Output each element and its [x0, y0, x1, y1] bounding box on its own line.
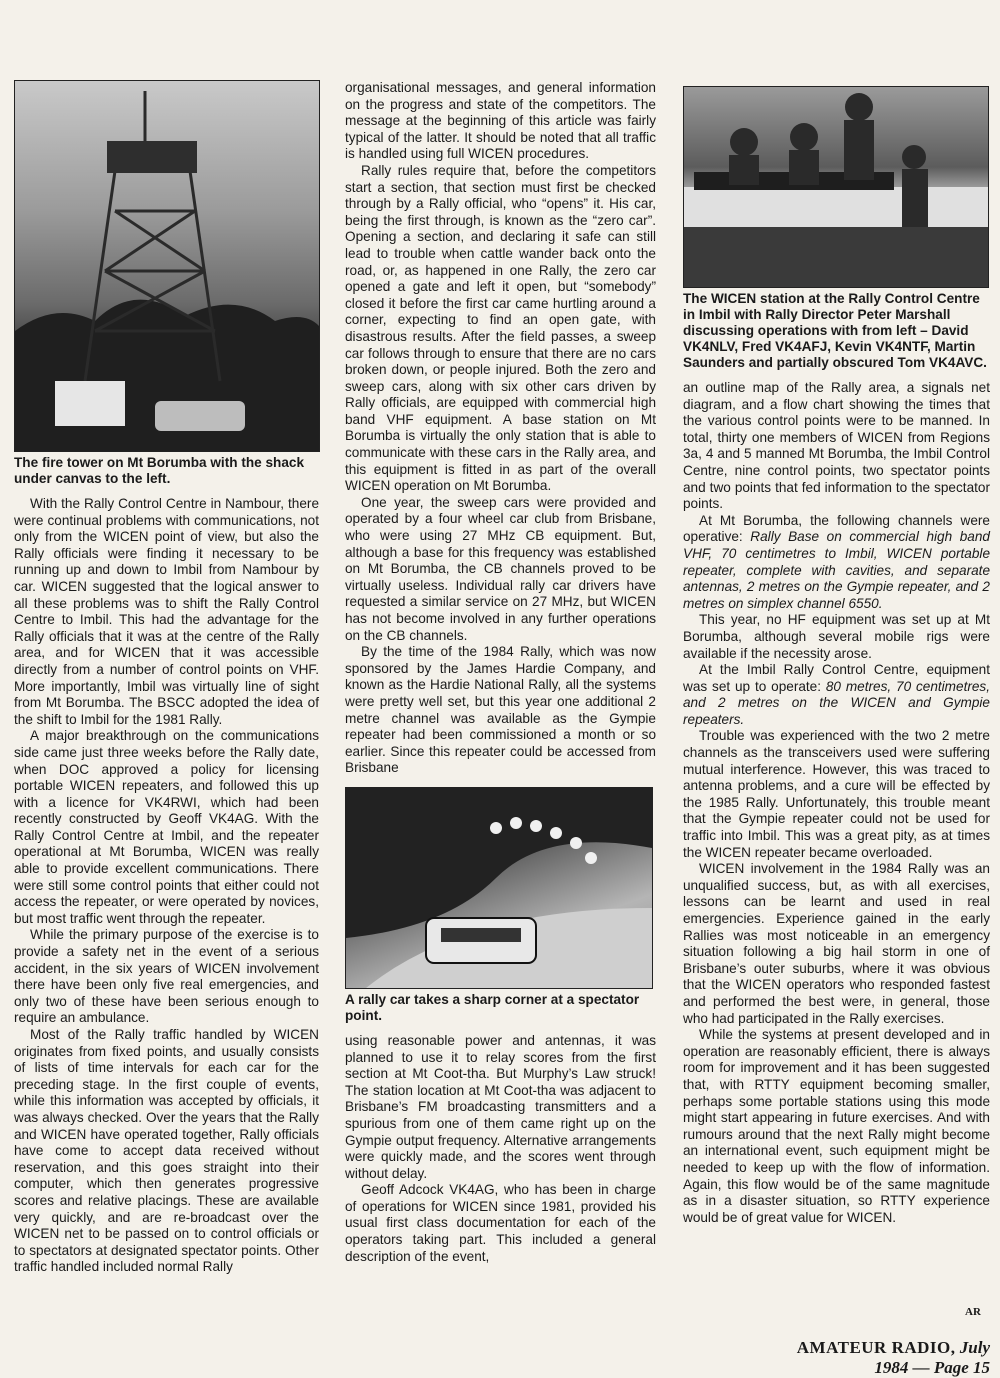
page-footer: [760, 1338, 990, 1378]
body-paragraph: an outline map of the Rally area, a signals net diagram, and a flow chart showing the times that the various control points were to be manned. In total, thirty one members of WICEN from Regions 3a, 4 and 5 manned Mt Borumba, the Imbil Control Centre, nine control points, two spectator points and two points that fed information to the spectator points.: [683, 380, 990, 512]
column-3: [683, 80, 990, 1226]
fire-tower-caption: The fire tower on Mt Borumba with the shack under canvas to the left.: [14, 455, 305, 486]
body-paragraph: While the primary purpose of the exercise is to provide a safety net in the event of a serious accident, in the six years of WICEN involvement there have been only five real emergencies, and only two of these have been serious enough to require an ambulance.: [14, 927, 319, 1026]
equipment-list: 80 metres, 70 centimetres, and 2 metres on the WICEN and Gympie repeaters.: [683, 678, 991, 727]
magazine-name: AMATEUR RADIO,: [796, 1338, 956, 1357]
body-paragraph: organisational messages, and general information on the progress and state of the competitors. The message at the beginning of this article was fairly typical of the latter. It should be noted that all traffic is handled using full WICEN procedures.: [345, 80, 656, 162]
column-1: [14, 80, 319, 1276]
body-paragraph: [683, 513, 990, 613]
paragraph-lead: At Mt Borumba, the following channels were operative:: [683, 512, 990, 545]
wicen-station-illustration: [684, 87, 988, 287]
body-paragraph: While the systems at present developed and in operation are reasonably efficient, there is always room for improvement and it has been suggested that, with RTTY equipment becoming smaller, perhaps some portable stations using this mode might start appearing in future exercises. And with rumours around that the next Rally might become an international event, such equipment might be needed to keep up with the flow of information. Again, this flow would be of the same magnitude as in a disaster situation, so RTTY experience would be of great value for WICEN.: [683, 1027, 990, 1225]
body-paragraph: Trouble was experienced with the two 2 metre channels as the transceivers used were suffering mutual interference. However, this was traced to antenna problems, and a cure will be effected by the 1985 Rally. Unfortunately, this trouble meant that the Gympie repeater could not be used for traffic into Imbil. This was a great pity, as at times the WICEN repeater became overloaded.: [683, 728, 990, 860]
rally-car-photo: [345, 787, 653, 989]
body-paragraph: With the Rally Control Centre in Nambour, there were continual problems with communications, not only from the WICEN point of view, but also the Rally officials were finding it necessary to be running up and down to Imbil from Nambour by car. WICEN suggested that the logical answer to all these problems was to shift the Rally Control Centre to Imbil. This had the advantage for the Rally officials that it was at the centre of the Rally area, and for WICEN that it was accessible directly from a number of control points on VHF. More importantly, Imbil was virtually line of sight from Mt Borumba. The BSCC adopted the idea of the shift to Imbil for the 1981 Rally.: [14, 496, 319, 727]
body-paragraph: Rally rules require that, before the competitors start a section, that section must first be checked through by a Rally official, who “opens” it. His car, being the first through, is known as the “zero car”. Opening a section, and declaring it safe can still lead to trouble when cattle wander back onto the road, or, as happened in one Rally, the zero car opened a gate and left it open, but “somebody” closed it before the first car came hurtling around a corner, expecting to find an open gate, with disastrous results. After the field passes, a sweep car follows through to ensure that there are no cars broken down, or people injured. Both the zero and sweep cars, along with six other cars driven by Rally officials, are equipped with commercial high band VHF equipment. A base station on Mt Borumba is virtually the only station that is able to communicate with these cars in the Rally area, and this equipment is fitted in as part of the overall WICEN operation on Mt Borumba.: [345, 162, 656, 494]
fire-tower-illustration: [15, 81, 319, 451]
fire-tower-photo: [14, 80, 320, 452]
body-paragraph: One year, the sweep cars were provided and operated by a four wheel car club from Brisbane, who were using 27 MHz CB equipment. But, although a base for this frequency was established on Mt Borumba, the CB channels proved to be virtually useless. Individual rally car drivers have requested a similar service on 27 MHz, but WICEN has not become involved in any further operations on the CB channels.: [345, 494, 656, 643]
body-paragraph: A major breakthrough on the communications side came just three weeks before the Rally date, when DOC approved a policy for licensing portable WICEN repeaters, and followed this up with a licence for VK4RWI, which had been recently constructed by Geoff VK4AG. With the Rally Control Centre at Imbil, and the repeater operational at Mt Borumba, WICEN was really able to provide excellent communications. There were still some control points that either could not access the repeater, or were operated by novices, but most traffic went through the repeater.: [14, 728, 319, 926]
rally-car-illustration: [346, 788, 652, 988]
issue-page: July 1984 — Page 15: [874, 1338, 990, 1377]
body-paragraph: This year, no HF equipment was set up at Mt Borumba, although several mobile rigs were available if the necessity arose.: [683, 612, 990, 661]
channel-list: Rally Base on commercial high band VHF, 70 centimetres to Imbil, WICEN portable repeater, complete with cavities, and separate antennas, 2 metres on the Gympie repeater, and 2 metres on simplex channel 6550.: [683, 529, 990, 611]
body-paragraph: By the time of the 1984 Rally, which was now sponsored by the James Hardie Company, and known as the Hardie National Rally, all the systems were pretty well set, but this year one additional 2 metre channel was available as the Gympie repeater had been commissioned a month or so earlier. Since this repeater could be accessed from Brisbane: [345, 644, 656, 776]
rally-car-caption: A rally car takes a sharp corner at a spectator point.: [345, 991, 640, 1023]
wicen-station-caption: The WICEN station at the Rally Control Centre in Imbil with Rally Director Peter Marshall discussing operations with from left – David VK4NLV, Fred VK4AFJ, Kevin VK4NTF, Martin Saunders and partially obscured Tom VK4AVC.: [683, 291, 987, 370]
wicen-station-photo: [683, 86, 989, 288]
body-paragraph: Most of the Rally traffic handled by WICEN originates from fixed points, and usually consists of lists of time intervals for each car for the preceding stage. In the first couple of events, while this information was accepted by officials, it was always checked. Over the years that the Rally and WICEN have operated together, Rally officials have come to accept data received without reservation, and this goes straight into their computer, which then generates progressive scores and relative placings. These are available very quickly, and are re-broadcast over the WICEN net to be passed on to control officials or to spectators at designated spectator points. Other traffic handled included normal Rally: [14, 1027, 319, 1275]
body-paragraph: using reasonable power and antennas, it was planned to use it to relay scores from the first section at Mt Coot-tha. But Murphy’s Law struck! The station location at Mt Coot-tha was adjacent to Brisbane’s FM broadcasting transmitters and a spurious from one of them came right up on the Gympie output frequency. Alternative arrangements were quickly made, and the scores went through without delay.: [345, 1032, 656, 1181]
paragraph-lead: At the Imbil Rally Control Centre, equipment was set up to operate:: [683, 662, 990, 694]
body-paragraph: Geoff Adcock VK4AG, who has been in charge of operations for WICEN since 1981, provided his usual first class documentation for each of the operators taking part. This included a general description of the event,: [345, 1182, 656, 1264]
body-paragraph: WICEN involvement in the 1984 Rally was an unqualified success, but, as with all exercises, lessons can be learnt and used in real emergencies. Experience gained in the early Rallies was most noticeable in an emergency situation following a big hail storm in one of Brisbane’s outer suburbs, where it was obvious that the WICEN operators who responded fastest and performed the best were, in general, those who had participated in the Rally exercises.: [683, 861, 990, 1026]
article-end-mark: AR: [965, 1306, 981, 1318]
column-2: [345, 80, 656, 1265]
body-paragraph: [683, 662, 990, 728]
